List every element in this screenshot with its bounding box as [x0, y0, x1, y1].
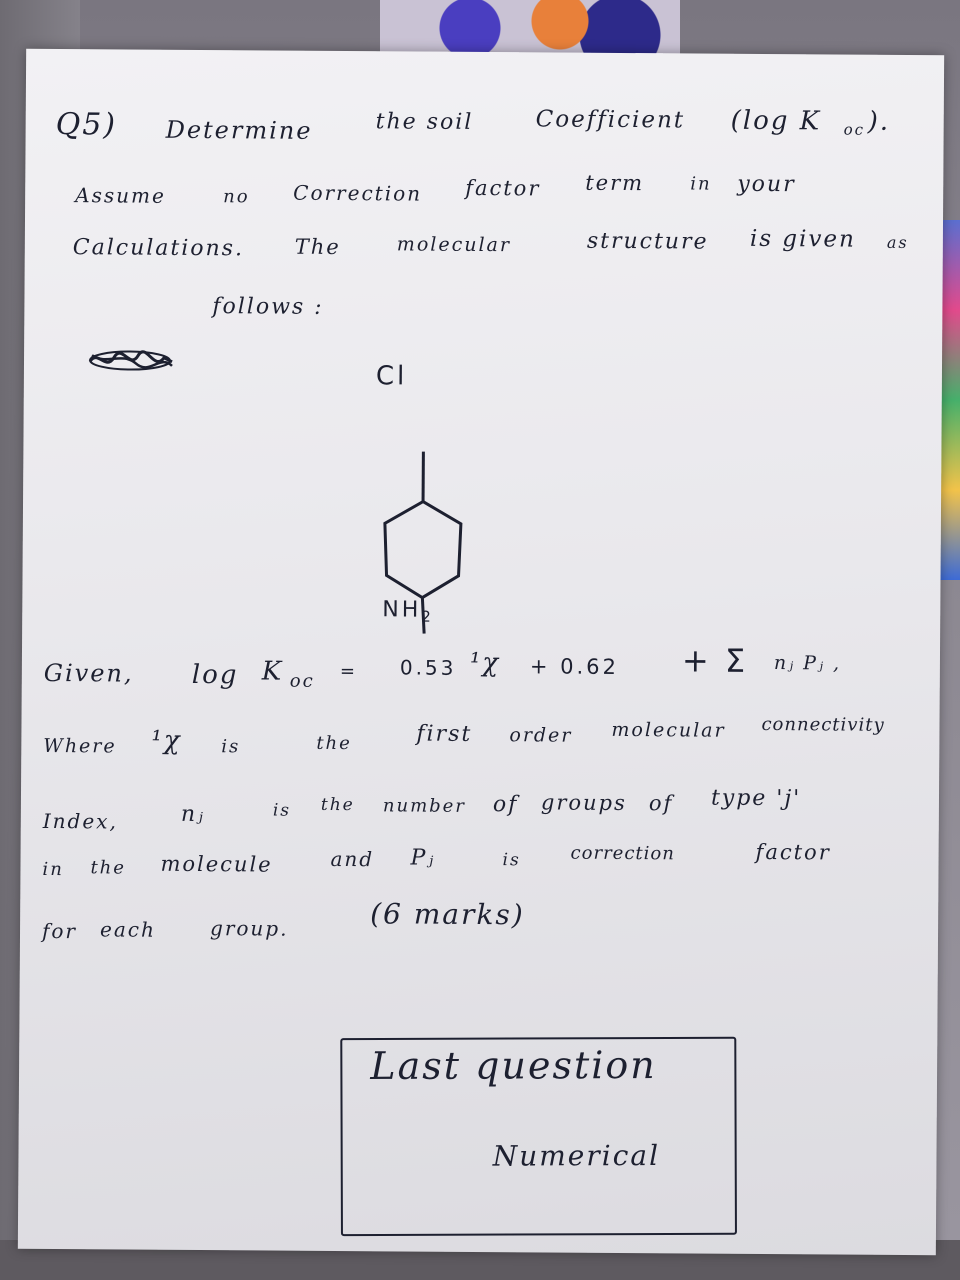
def-and: and	[330, 846, 375, 872]
def-the-2: the	[320, 794, 355, 816]
q-word-follows: follows :	[212, 294, 324, 320]
eq-given-label: Given,	[43, 658, 134, 688]
q-word-in: in	[690, 173, 712, 195]
def-where: Where	[43, 734, 117, 758]
def-connectivity: connectivity	[761, 713, 885, 736]
eq-sum-terms: nⱼ Pⱼ ,	[773, 652, 842, 675]
q-word-coefficient: Coefficient	[535, 106, 686, 134]
def-for: for	[41, 918, 78, 944]
crossed-out-word-scribble	[86, 347, 176, 374]
def-each: each	[99, 917, 156, 942]
eq-constant: + 0.62	[529, 654, 620, 679]
cyclohexane-ring	[384, 501, 461, 598]
q-word-the-soil: the soil	[375, 109, 474, 135]
def-nj: nⱼ	[180, 801, 205, 828]
chloroaniline-structure	[339, 411, 504, 683]
q-word-as: as	[886, 232, 909, 252]
eq-log: log	[191, 659, 239, 691]
q-word-your: your	[737, 171, 796, 198]
def-chi: ¹χ	[151, 725, 182, 756]
substituent-amine: $NH_2$	[382, 597, 434, 626]
substituent-chlorine: Cl	[375, 361, 408, 392]
def-of-2: of	[648, 791, 674, 816]
eq-chi: ¹χ	[469, 647, 501, 679]
eq-equals: =	[339, 661, 359, 683]
eq-k: K	[261, 656, 284, 687]
def-the: the	[316, 732, 352, 755]
def-in: in	[42, 858, 64, 881]
def-the-3: the	[90, 857, 127, 879]
def-of: of	[492, 792, 519, 818]
boxed-note	[340, 1037, 737, 1236]
q-word-factor: factor	[465, 175, 541, 201]
def-order: order	[509, 724, 573, 747]
q-word-term: term	[585, 170, 645, 196]
q-word-close-paren: ).	[867, 106, 891, 137]
marks-note: (6 marks)	[370, 897, 525, 932]
question-number: Q5)	[55, 107, 118, 143]
q-word-assume: Assume	[75, 183, 166, 208]
def-pj: Pⱼ	[410, 845, 436, 871]
q-word-is-given: is given	[749, 225, 856, 253]
def-type-j: type 'j'	[710, 785, 802, 812]
q-word-molecular: molecular	[396, 233, 512, 257]
def-groups: groups	[540, 790, 627, 816]
q-word-the: The	[294, 234, 341, 260]
def-correction: correction	[570, 842, 675, 865]
eq-oc-subscript: oc	[289, 670, 315, 692]
def-is: is	[221, 736, 241, 758]
def-molecular: molecular	[611, 718, 726, 742]
def-molecule: molecule	[160, 851, 273, 877]
def-group: group.	[209, 916, 289, 941]
def-first: first	[416, 721, 473, 747]
box-note-last-question: Last question	[370, 1043, 657, 1089]
box-note-numerical: Numerical	[492, 1138, 661, 1173]
def-is-2: is	[272, 800, 292, 821]
q-word-log-k: (log K	[730, 105, 822, 137]
eq-coefficient: 0.53	[399, 655, 457, 680]
q-word-calculations: Calculations.	[72, 235, 245, 262]
q-word-no: no	[223, 186, 250, 208]
handwritten-sheet	[18, 49, 944, 1255]
q-word-determine: Determine	[165, 115, 313, 145]
def-number: number	[382, 795, 467, 817]
q-word-structure: structure	[586, 228, 709, 255]
eq-sum-symbol: + Σ	[681, 641, 749, 680]
def-index: Index,	[42, 808, 118, 834]
q-word-oc-subscript: oc	[843, 120, 866, 139]
def-factor: factor	[755, 839, 831, 865]
q-word-correction: Correction	[293, 180, 423, 206]
def-is-3: is	[502, 850, 521, 871]
